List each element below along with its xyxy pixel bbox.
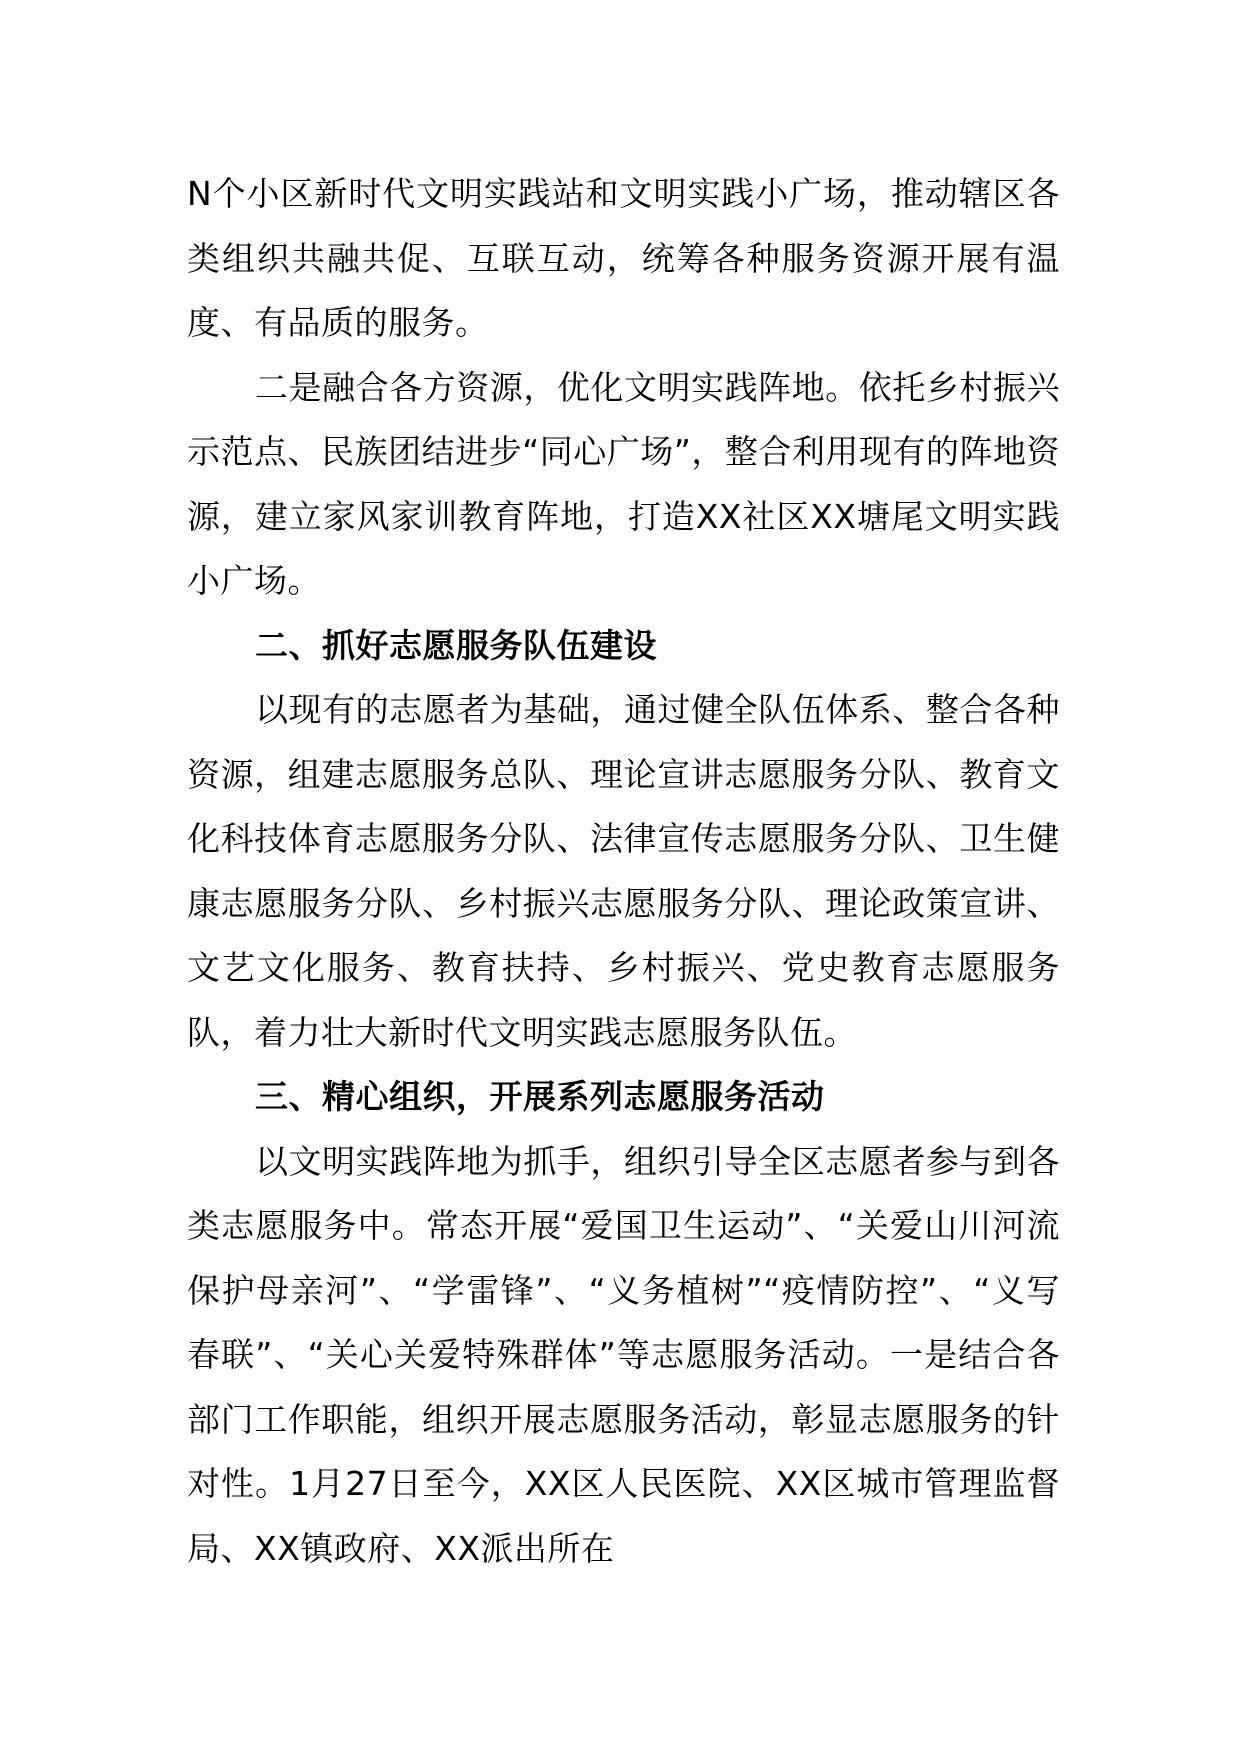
document-page: [187, 162, 1060, 1581]
section-heading: 二、抓好志愿服务队伍建设: [255, 625, 657, 665]
section-heading: 三、精心组织，开展系列志愿服务活动: [255, 1077, 825, 1116]
body-paragraph: 以现有的志愿者为基础，通过健全队伍体系、整合各种资源，组建志愿服务总队、理论宣讲志愿服务分队、教育文化科技体育志愿服务分队、法律宣传志愿服务分队、卫生健康志愿服务分队、乡村振兴志愿服务分队、理论政策宣讲、文艺文化服务、教育扶持、乡村振兴、党史教育志愿服务队，着力壮大新时代文明实践志愿服务队伍。: [187, 690, 1060, 1052]
body-paragraph: 二是融合各方资源，优化文明实践阵地。依托乡村振兴示范点、民族团结进步“同心广场”，整合利用现有的阵地资源，建立家风家训教育阵地，打造XX社区XX塘尾文明实践小广场。: [187, 367, 1060, 600]
body-paragraph: N个小区新时代文明实践站和文明实践小广场，推动辖区各类组织共融共促、互联互动，统筹各种服务资源开展有温度、有品质的服务。: [187, 174, 1060, 342]
body-paragraph: 以文明实践阵地为抓手，组织引导全区志愿者参与到各类志愿服务中。常态开展“爱国卫生运动”、“关爱山川河流保护母亲河”、“学雷锋”、“义务植树”“疫情防控”、“义写春联”、“关心关爱特殊群体”等志愿服务活动。一是结合各部门工作职能，组织开展志愿服务活动，彰显志愿服务的针对性。1月27日至今，XX区人民医院、XX区城市管理监督局、XX镇政府、XX派出所在: [187, 1141, 1060, 1568]
